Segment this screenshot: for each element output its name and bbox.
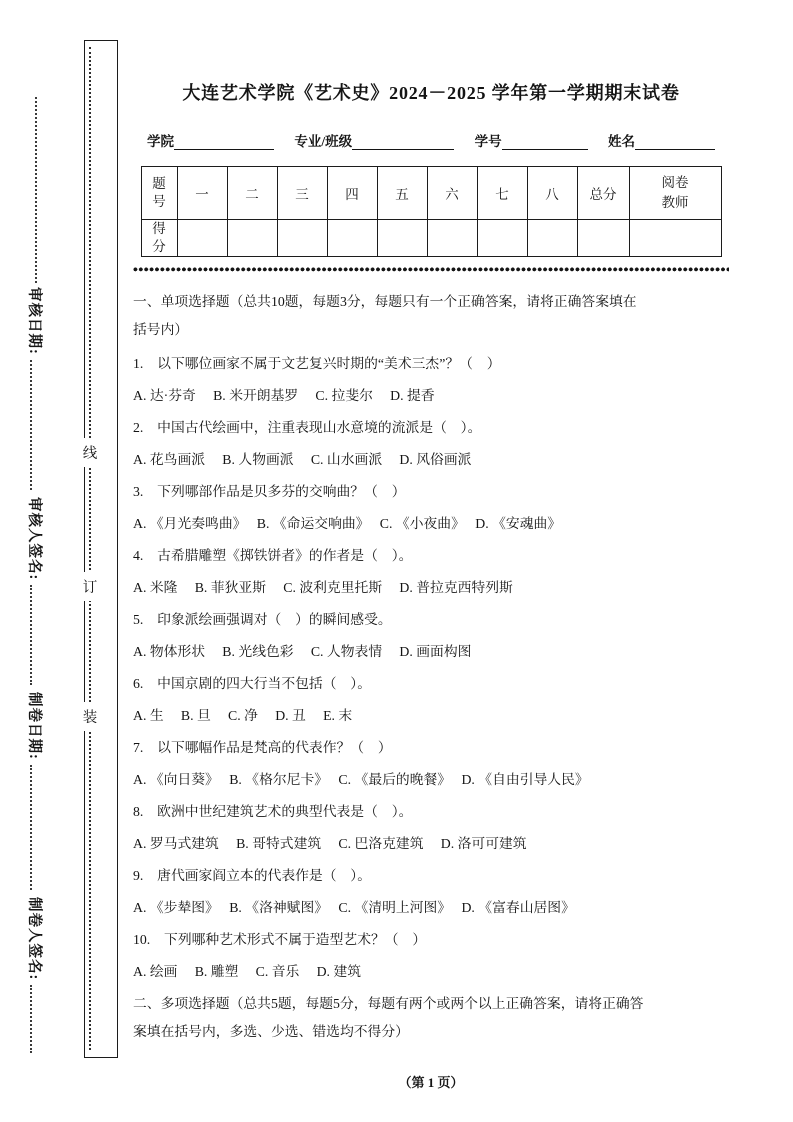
score-header-total: 总分 (577, 167, 629, 220)
seal-field-reviewer-signature (25, 497, 46, 685)
question-10-options: A. 绘画 B. 雕塑 C. 音乐 D. 建筑 (133, 964, 362, 980)
question-6-text: 6. 中国京剧的四大行当不包括（ ）。 (133, 676, 371, 692)
score-header-cell: 二 (227, 167, 277, 220)
student-id-blank-line (502, 132, 588, 150)
page-number: （第 1 页） (398, 1075, 464, 1090)
question-4-text: 4. 古希腊雕塑《掷铁饼者》的作者是（ ）。 (133, 548, 413, 564)
seal-field-review-date (25, 287, 46, 490)
question-6-options: A. 生 B. 旦 C. 净 D. 丑 E. 末 (133, 708, 353, 724)
seal-fill-line (31, 585, 33, 685)
binding-char-xian: 线 (80, 438, 100, 467)
college-blank-line (174, 132, 274, 150)
name-blank-line (635, 132, 715, 150)
score-cell-empty (377, 220, 427, 257)
question-7-options: A. 《向日葵》 B. 《格尔尼卡》 C. 《最后的晚餐》 D. 《自由引导人民》 (133, 772, 589, 788)
score-header-cell: 五 (377, 167, 427, 220)
score-cell-empty (527, 220, 577, 257)
question-5-options: A. 物体形状 B. 光线色彩 C. 人物表情 D. 画面构图 (133, 644, 472, 660)
score-cell-empty (327, 220, 377, 257)
score-cell-empty (629, 220, 721, 257)
score-table-header-row (141, 167, 721, 220)
question-2-text: 2. 中国古代绘画中，注重表现山水意境的流派是（ ）。 (133, 420, 482, 436)
score-header-cell: 四 (327, 167, 377, 220)
score-header-question-no: 题号 (141, 167, 177, 220)
score-cell-empty (177, 220, 227, 257)
question-7-text: 7. 以下哪幅作品是梵高的代表作？（ ） (133, 740, 392, 756)
question-3-options: A. 《月光奏鸣曲》 B. 《命运交响曲》 C. 《小夜曲》 D. 《安魂曲》 (133, 516, 562, 532)
seal-field-label: 制卷日期: (26, 692, 42, 760)
binding-dotted-line (89, 47, 91, 1050)
score-header-cell: 三 (277, 167, 327, 220)
major-class-blank-line (352, 132, 454, 150)
section-two-heading: 二、多项选择题（总共5题，每题5分，每题有两个或两个以上正确答案，请将正确答 案填在括号内，多选、少选、错选均不得分） (133, 996, 644, 1040)
question-5-text: 5. 印象派绘画强调对（ ）的瞬间感受。 (133, 612, 392, 628)
binding-char-zhuang: 装 (80, 702, 100, 731)
score-cell-empty (277, 220, 327, 257)
info-field-student-id (475, 130, 588, 150)
score-header-cell: 七 (477, 167, 527, 220)
seal-field-label: 审核人签名: (26, 497, 42, 581)
score-header-cell: 六 (427, 167, 477, 220)
question-3-text: 3. 下列哪部作品是贝多芬的交响曲？（ ） (133, 484, 406, 500)
info-field-label: 学院 (147, 134, 174, 149)
score-row-label: 得分 (141, 220, 177, 257)
seal-fill-line (31, 985, 33, 1053)
exam-title: 大连艺术学院《艺术史》2024－2025 学年第一学期期末试卷 (182, 83, 680, 103)
info-field-major-class (294, 130, 454, 150)
seal-fill-line (31, 765, 33, 890)
score-cell-empty (577, 220, 629, 257)
seal-fill-line (31, 360, 33, 490)
info-field-name (608, 130, 715, 150)
question-9-text: 9. 唐代画家阎立本的代表作是（ ）。 (133, 868, 371, 884)
info-field-label: 学号 (474, 134, 502, 149)
seal-field-maker-signature (25, 897, 46, 1053)
score-cell-empty (227, 220, 277, 257)
question-1-options: A. 达·芬奇 B. 米开朗基罗 C. 拉斐尔 D. 提香 (133, 388, 435, 404)
score-cell-empty (427, 220, 477, 257)
question-4-options: A. 米隆 B. 菲狄亚斯 C. 波利克里托斯 D. 普拉克西特列斯 (133, 580, 513, 596)
score-header-grader: 阅卷教师 (629, 167, 721, 220)
separator-dotted-line (133, 267, 729, 272)
question-2-options: A. 花鸟画派 B. 人物画派 C. 山水画派 D. 风俗画派 (133, 452, 472, 468)
score-table (141, 166, 722, 257)
info-field-label: 专业/班级 (294, 134, 353, 149)
seal-leading-dotted-line (35, 97, 37, 283)
info-field-college (147, 130, 274, 150)
student-info-row (133, 130, 729, 150)
score-cell-empty (477, 220, 527, 257)
question-8-options: A. 罗马式建筑 B. 哥特式建筑 C. 巴洛克建筑 D. 洛可可建筑 (133, 836, 527, 852)
seal-field-label: 审核日期: (26, 287, 42, 355)
question-8-text: 8. 欧洲中世纪建筑艺术的典型代表是（ ）。 (133, 804, 413, 820)
question-10-text: 10. 下列哪种艺术形式不属于造型艺术？（ ） (133, 932, 427, 948)
question-1-text: 1. 以下哪位画家不属于文艺复兴时期的“美术三杰”？（ ） (133, 356, 501, 372)
score-header-cell: 八 (527, 167, 577, 220)
score-table-score-row (141, 220, 721, 257)
exam-paper-content (133, 80, 729, 1050)
section-one-heading: 一、单项选择题（总共10题，每题3分，每题只有一个正确答案，请将正确答案填在 括号内） (133, 294, 637, 338)
binding-char-ding: 订 (80, 572, 100, 601)
info-field-label: 姓名 (607, 134, 635, 149)
seal-field-maker-date (25, 692, 46, 890)
question-9-options: A. 《步辇图》 B. 《洛神赋图》 C. 《清明上河图》 D. 《富春山居图》 (133, 900, 575, 916)
seal-field-label: 制卷人签名: (26, 897, 42, 981)
score-header-cell: 一 (177, 167, 227, 220)
question-area (133, 288, 729, 1046)
